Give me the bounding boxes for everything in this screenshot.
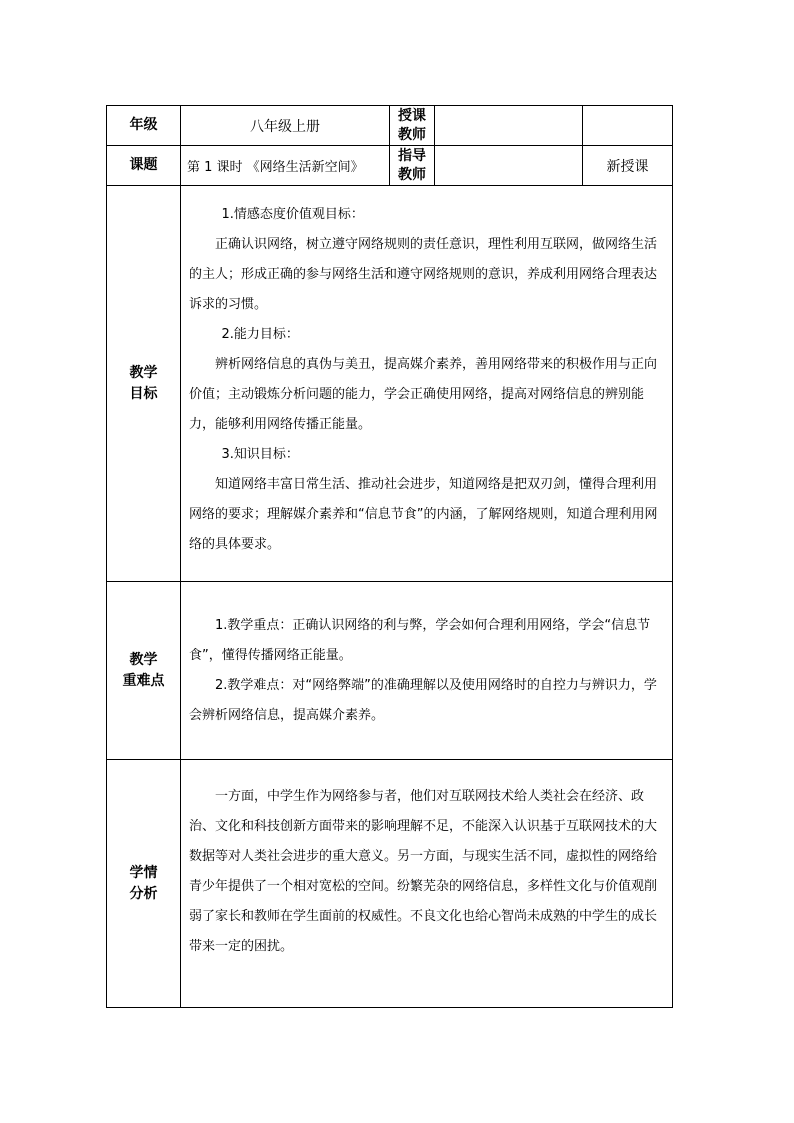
goals-text-knowledge: 知道网络丰富日常生活、推动社会进步，知道网络是把双刃剑，懂得合理利用网络的要求；理解媒介素养和“信息节食”的内涵，了解网络规则，知道合理利用网络的具体要求。 — [189, 477, 658, 552]
goals-row — [107, 186, 673, 582]
keypoints-row — [107, 582, 673, 760]
analysis-content — [181, 760, 673, 1008]
goals-content — [181, 186, 673, 582]
topic-value: 第 1 课时 《网络生活新空间》 — [181, 146, 390, 186]
topic-label: 课题 — [107, 146, 181, 186]
lesson-type: 新授课 — [583, 146, 673, 186]
teacher-label: 授课 教师 — [390, 106, 435, 146]
guide-teacher-value — [435, 146, 583, 186]
goals-label: 教学 目标 — [107, 186, 181, 582]
goals-heading-emotion: 1.情感态度价值观目标： — [221, 207, 364, 222]
grade-label: 年级 — [107, 106, 181, 146]
topic-row — [107, 146, 673, 186]
lesson-plan-table — [106, 105, 673, 1008]
keypoints-label: 教学 重难点 — [107, 582, 181, 760]
keypoints-difficulty: 2.教学难点：对“网络弊端”的准确理解以及使用网络时的自控力与辨识力，学会辨析网络信息，提高媒介素养。 — [189, 677, 657, 723]
grade-row — [107, 106, 673, 146]
teacher-value — [435, 106, 583, 146]
goals-text-emotion: 正确认识网络，树立遵守网络规则的责任意识，理性利用互联网，做网络生活的主人；形成正确的参与网络生活和遵守网络规则的意识，养成利用网络合理表达诉求的习惯。 — [189, 237, 658, 312]
grade-value: 八年级上册 — [181, 106, 390, 146]
goals-heading-ability: 2.能力目标： — [221, 327, 299, 342]
goals-text-ability: 辨析网络信息的真伪与美丑，提高媒介素养，善用网络带来的积极作用与正向价值；主动锻炼分析问题的能力，学会正确使用网络，提高对网络信息的辨别能力，能够利用网络传播正能量。 — [189, 357, 658, 432]
keypoints-content — [181, 582, 673, 760]
goals-heading-knowledge: 3.知识目标： — [221, 447, 299, 462]
analysis-label: 学情 分析 — [107, 760, 181, 1008]
keypoints-key: 1.教学重点：正确认识网络的利与弊，学会如何合理利用网络，学会“信息节食”，懂得传播网络正能量。 — [189, 617, 651, 663]
guide-teacher-label: 指导 教师 — [390, 146, 435, 186]
analysis-row — [107, 760, 673, 1008]
analysis-text: 一方面，中学生作为网络参与者，他们对互联网技术给人类社会在经济、政治、文化和科技创新方面带来的影响理解不足，不能深入认识基于互联网技术的大数据等对人类社会进步的重大意义。另一方面，与现实生活不同，虚拟性的网络给青少年提供了一个相对宽松的空间。纷繁芜杂的网络信息，多样性文化与价值观削弱了家长和教师在学生面前的权威性。不良文化也给心智尚未成熟的中学生的成长带来一定的困扰。 — [189, 789, 658, 954]
empty-cell — [583, 106, 673, 146]
